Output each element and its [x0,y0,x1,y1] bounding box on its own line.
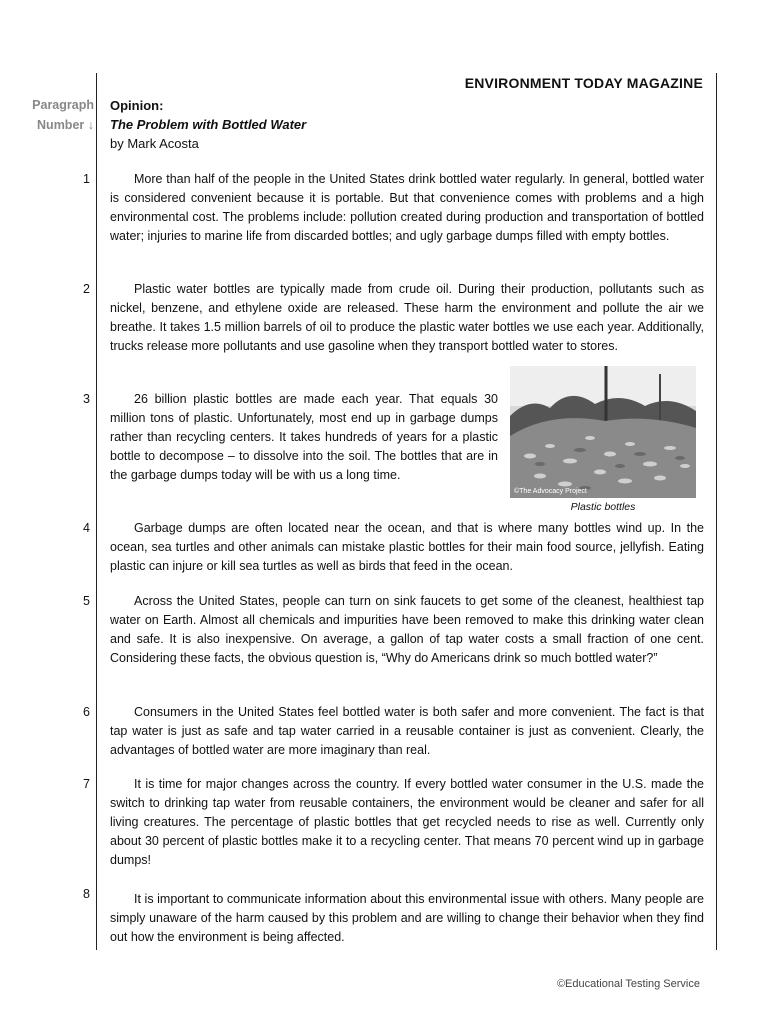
article-title: The Problem with Bottled Water [110,117,307,132]
paragraph-2 [110,280,704,356]
right-margin-rule [716,73,717,950]
copyright-footer: ©Educational Testing Service [556,978,700,990]
paragraph-text: Garbage dumps are often located near the ocean, and that is where many bottles wind up. In the ocean, sea turtles and other animals can mistake plastic bottles for their main food source, jellyfish. Eating plastic can injure or kill sea turtles as well as birds that feed in the ocean. [110,521,704,573]
paragraph-number: 4 [83,521,90,535]
paragraph-8 [110,890,704,947]
paragraph-text: Plastic water bottles are typically made from crude oil. During their production, pollutants such as nickel, benzene, and ethylene oxide are released. These harm the environment and pollute the air we breathe. It takes 1.5 million barrels of oil to produce the plastic water bottles we use each year. Additionally, trucks release more pollutants and use gasoline when they transport bottled water to stores. [110,282,704,353]
paragraph-number: 8 [83,887,90,901]
paragraph-number: 7 [83,777,90,791]
photo-image [510,366,696,498]
paragraph-text: Across the United States, people can turn on sink faucets to get some of the cleanest, healthiest tap water on Earth. Almost all chemicals and impurities have been removed to make this drinking water clean and safe. It is also inexpensive. On average, a gallon of tap water costs a small fraction of one cent. Considering these facts, the obvious question is, “Why do Americans drink so much bottled water?” [110,594,704,665]
paragraph-number: 5 [83,594,90,608]
paragraph-3 [110,390,498,485]
paragraph-text: More than half of the people in the United States drink bottled water regularly. In general, bottled water is considered convenient because it is portable. But that convenience comes with problems and a high environmental cost. The problems include: pollution created during production and transportation of bottled water; injuries to marine life from discarded bottles; and ugly garbage dumps filled with empty bottles. [110,172,704,243]
plastic-bottles-photo [510,366,696,498]
paragraph-number: 2 [83,282,90,296]
paragraph-label-line1: Paragraph [32,98,94,112]
number-label: Number [37,118,85,132]
paragraph-6 [110,703,704,760]
photo-caption: Plastic bottles [570,501,636,513]
article-section: Opinion: [110,98,164,113]
paragraph-text: 26 billion plastic bottles are made each year. That equals 30 million tons of plastic. Unfortunately, most end up in garbage dumps rather than recycling centers. It takes hundreds of years for a plastic bottle to decompose – to dissolve into the soil. The bottles that are in the garbage dumps today will be with us a long time. [110,392,498,482]
paragraph-number: 1 [83,172,90,186]
arrow-down-icon: ↓ [87,118,94,132]
paragraph-7 [110,775,704,870]
paragraph-text: It is time for major changes across the country. If every bottled water consumer in the U.S. made the switch to drinking tap water from reusable containers, the environment would be cleaner and safer for all living creatures. The percentage of plastic bottles that get recycled needs to rise as well. Currently only about 30 percent of plastic bottles make it to a recycling center. That means 70 percent wind up in garbage dumps! [110,777,704,867]
paragraph-number: 3 [83,392,90,406]
magazine-title: ENVIRONMENT TODAY MAGAZINE [464,75,703,91]
left-margin-rule [96,73,97,950]
paragraph-number: 6 [83,705,90,719]
article-header [110,96,710,153]
paragraph-number-label [14,95,94,135]
article-byline: by Mark Acosta [110,136,199,151]
photo-credit: ©The Advocacy Project [514,488,587,495]
paragraph-5 [110,592,704,668]
paragraph-text: Consumers in the United States feel bottled water is both safer and more convenient. The fact is that tap water is just as safe and tap water carried in a reusable container is just as convenient. Clearly, the advantages of bottled water are more imaginary than real. [110,705,704,757]
paragraph-text: It is important to communicate information about this environmental issue with others. Many people are simply unaware of the harm caused by this problem and are willing to change their behavior when they find out how the environment is being affected. [110,892,704,944]
paragraph-4 [110,519,704,576]
paragraph-1 [110,170,704,246]
